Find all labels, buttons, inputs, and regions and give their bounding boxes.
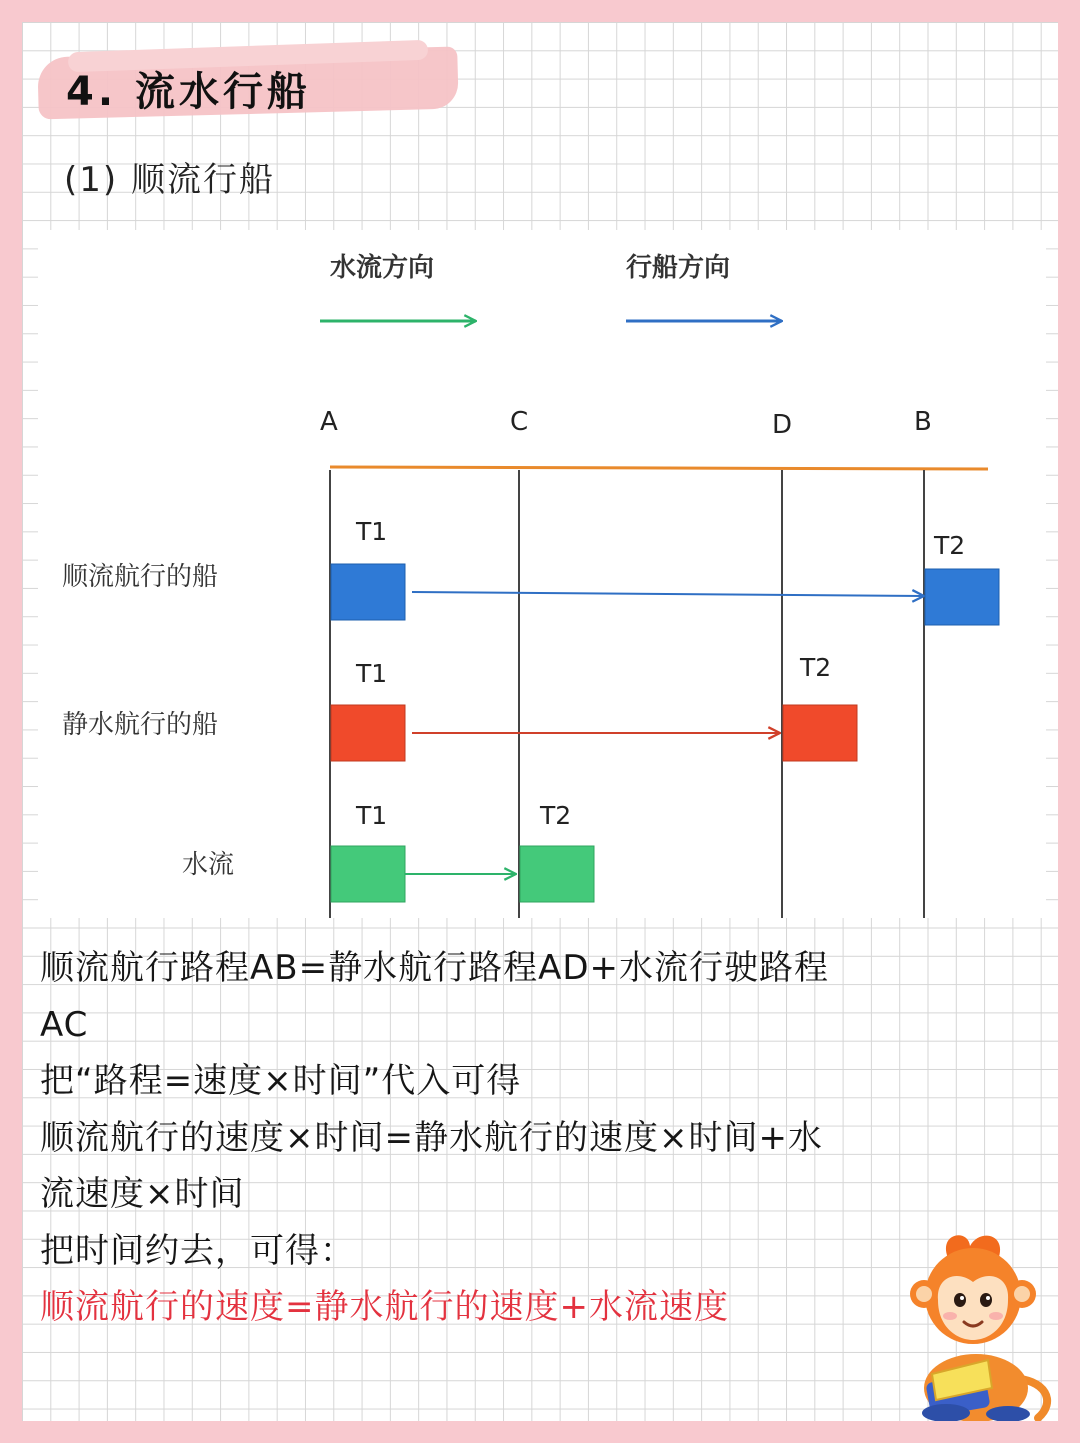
row3-t1-label: T1	[356, 801, 388, 830]
row2-boat-end	[783, 705, 857, 761]
point-label-a: A	[320, 407, 338, 437]
row2-t2-label: T2	[800, 653, 832, 682]
text-line: 流速度×时间	[40, 1174, 245, 1214]
diagram-canvas	[38, 230, 1046, 918]
text-line: 把时间约去，可得：	[40, 1230, 355, 1271]
row2-boat-start	[331, 705, 405, 761]
text-line: 顺流航行的速度×时间=静水航行的速度×时间+水	[40, 1117, 823, 1158]
row3-water-end	[520, 846, 594, 902]
point-label-c: C	[510, 407, 529, 437]
row-label-still-water: 静水航行的船	[62, 710, 219, 740]
row1-t2-label: T2	[934, 531, 966, 560]
row-label-water: 水流	[182, 850, 235, 880]
section-subtitle: (1) 顺流行船	[64, 160, 275, 200]
title-banner	[38, 44, 463, 120]
conclusion-formula: 顺流航行的速度=静水航行的速度+水流速度	[40, 1287, 729, 1327]
river-line	[330, 467, 988, 469]
text-line: 把“路程=速度×时间”代入可得	[40, 1061, 522, 1101]
legend-water-label: 水流方向	[330, 253, 435, 283]
row2-t1-label: T1	[356, 659, 388, 688]
text-line: 顺流航行路程AB=静水航行路程AD+水流行驶路程	[40, 948, 829, 988]
row1-boat-end	[925, 569, 999, 625]
row3-water-start	[331, 846, 405, 902]
row1-boat-start	[331, 564, 405, 620]
row-label-downstream: 顺流航行的船	[62, 562, 219, 592]
grid-paper	[22, 22, 1058, 1421]
legend-boat-label: 行船方向	[626, 253, 731, 283]
row3-t2-label: T2	[540, 801, 572, 830]
text-line: AC	[40, 1004, 89, 1045]
point-label-b: B	[914, 407, 932, 437]
point-label-d: D	[772, 410, 793, 440]
row1-t1-label: T1	[356, 517, 388, 546]
page-title: 4. 流水行船	[66, 69, 311, 115]
flow-diagram	[38, 230, 1046, 918]
row1-travel-arrow	[412, 592, 924, 596]
monkey-mascot-illustration	[888, 1228, 1058, 1421]
